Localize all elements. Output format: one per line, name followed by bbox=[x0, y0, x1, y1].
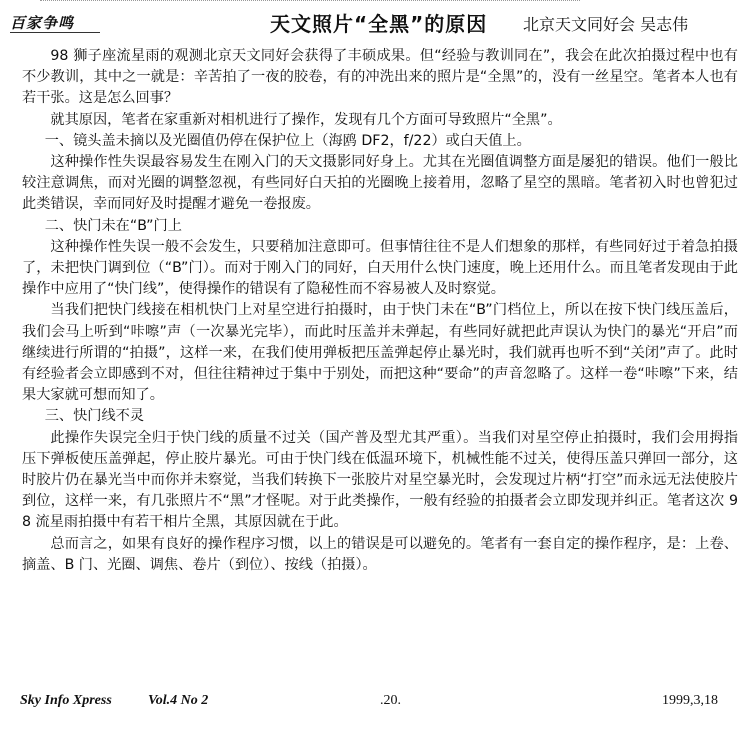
volume-number: Vol.4 No 2 bbox=[148, 693, 209, 708]
article-title: 天文照片“全黑”的原因 bbox=[270, 12, 488, 36]
section-heading: 一、镜头盖未摘以及光圈值仍停在保护位上（海鸥 DF2，f/22）或白天值上。 bbox=[44, 132, 531, 149]
page-footer bbox=[0, 693, 745, 715]
journal-name: Sky Info Xpress bbox=[20, 693, 112, 708]
section-heading: 二、快门未在“B”门上 bbox=[44, 217, 182, 234]
paragraph: 当我们把快门线接在相机快门上对星空进行拍摄时，由于快门未在“B”门档位上，所以在按下快门线压盖后，我们会马上听到“咔嚓”声（一次暴光完毕），而此时压盖并未弹起，有些同好就把此声误认为快门的暴光“开启”而继续进行所谓的“拍摄”，这样一来，在我们使用弹板把压盖弹起停止暴光时，我们就再也听不到“关闭”声了。此时有经验者会立即感到不对，但往往精神过于集中于别处，而把这种“要命”的声音忽略了。这样一卷“咔嚓”下来，结果大家就可想而知了。 bbox=[22, 302, 738, 404]
section-heading: 三、快门线不灵 bbox=[44, 408, 145, 425]
article-byline: 北京天文同好会 吴志伟 bbox=[523, 15, 689, 34]
paragraph: 98 狮子座流星雨的观测北京天文同好会获得了丰硕成果。但“经验与教训同在”，我会在此次拍摄过程中也有不少教训，其中之一就是：辛苦拍了一夜的胶卷，有的冲洗出来的照片是“全黑”的，没有一丝星空。笔者本人也有若干张。这是怎么回事？ bbox=[22, 48, 738, 107]
paragraph: 这种操作性失误最容易发生在刚入门的天文摄影同好身上。尤其在光圈值调整方面是屡犯的错误。他们一般比较注意调焦，而对光圈的调整忽视，有些同好白天拍的光圈晚上接着用，忽略了星空的黑暗。笔者初入时也曾犯过此类错误，幸而同好及时提醒才避免一卷报废。 bbox=[22, 154, 738, 213]
article-body bbox=[22, 46, 738, 576]
paragraph: 总而言之，如果有良好的操作程序习惯，以上的错误是可以避免的。笔者有一套自定的操作程序，是：上卷、摘盖、B 门、光圈、调焦、卷片（到位）、按线（拍摄）。 bbox=[22, 535, 738, 573]
page-header bbox=[0, 8, 745, 36]
issue-date: 1999,3,18 bbox=[662, 693, 718, 708]
column-name: 百家争鸣 bbox=[10, 14, 75, 32]
top-rule bbox=[40, 0, 580, 5]
paragraph: 这种操作性失误一般不会发生，只要稍加注意即可。但事情往往不是人们想象的那样，有些同好过于着急拍摄了，未把快门调到位（“B”门）。而对于刚入门的同好，白天用什么快门速度，晚上还用什么。而且笔者发现由于此操作中应用了“快门线”，使得操作的错误有了隐秘性而不容易被人及时察觉。 bbox=[22, 238, 738, 298]
page-number: .20. bbox=[380, 693, 401, 708]
paragraph: 此操作失误完全归于快门线的质量不过关（国产普及型尤其严重）。当我们对星空停止拍摄时，我们会用拇指压下弹板使压盖弹起，停止胶片暴光。可由于快门线在低温环境下，机械性能不过关，使得压盖只弹回一部分，这时胶片仍在暴光当中而你并未察觉，当我们转换下一张胶片对星空暴光时，会发现过片柄“打空”而永远无法使胶片到位，这样一来，有几张照片不“黑”才怪呢。对于此类操作，一般有经验的拍摄者会立即发现并纠正。笔者这次 98 流星雨拍摄中有若干相片全黑，其原因就在于此。 bbox=[22, 429, 738, 531]
column-underline bbox=[10, 32, 100, 33]
paragraph: 就其原因，笔者在家重新对相机进行了操作，发现有几个方面可导致照片“全黑”。 bbox=[50, 111, 562, 128]
